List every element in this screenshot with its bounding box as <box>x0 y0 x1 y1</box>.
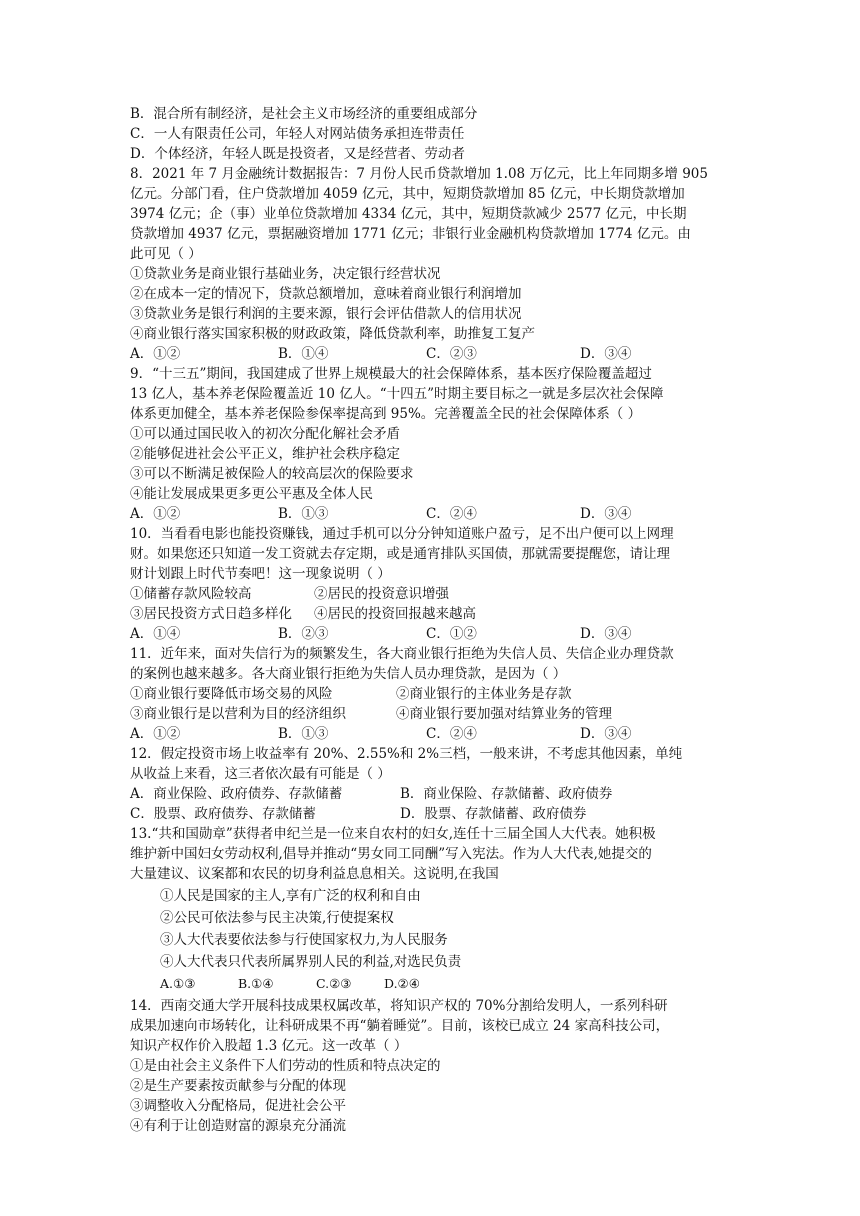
q13-stem-line: 维护新中国妇女劳动权利,倡导并推动“男女同工同酬”写入宪法。作为人大代表,她提交的 <box>130 846 652 862</box>
q11-items-row <box>130 704 730 724</box>
q9-stem-line: 体系更加健全，基本养老保险参保率提高到 95%。完善覆盖全民的社会保障体系（ ） <box>130 406 642 422</box>
q10-stem-line: 10．当看看电影也能投资赚钱，通过手机可以分分钟知道账户盈亏，足不出户便可以上网理 <box>130 526 674 542</box>
q11-item: ①商业银行要降低市场交易的风险 <box>130 686 333 702</box>
q11-options <box>130 724 730 744</box>
q9-options <box>130 504 730 524</box>
q11-option-a[interactable]: A．①② <box>130 726 181 742</box>
q13-option-c[interactable]: C.②③ <box>316 976 352 991</box>
q9-option-c[interactable]: C．②④ <box>426 506 477 522</box>
q9-option-b[interactable]: B．①③ <box>278 506 329 522</box>
q10-items-row <box>130 604 730 624</box>
q13-option-a[interactable]: A.①③ <box>160 976 196 991</box>
q10-option-a[interactable]: A．①④ <box>130 626 181 642</box>
q10-item: ③居民投资方式日趋多样化 <box>130 606 292 622</box>
q10-item: ②居民的投资意识增强 <box>314 586 449 602</box>
q7-option-c: C．一人有限责任公司，年轻人对网站债务承担连带责任 <box>130 126 465 142</box>
q11-option-d[interactable]: D．③④ <box>580 726 632 742</box>
q9-stem-line: 13 亿人，基本养老保险覆盖近 10 亿人。“十四五”时期主要目标之一就是多层次社会保障 <box>130 386 664 402</box>
q8-item: ③贷款业务是银行利润的主要来源，银行会评估借款人的信用状况 <box>130 306 522 322</box>
q14-stem-line: 14．西南交通大学开展科技成果权属改革，将知识产权的 70%分割给发明人，一系列科研 <box>130 998 668 1014</box>
q12-options-row <box>130 784 730 804</box>
q9-item: ①可以通过国民收入的初次分配化解社会矛盾 <box>130 426 400 442</box>
q13-item: ②公民可依法参与民主决策,行使提案权 <box>160 910 394 926</box>
q12-option-d[interactable]: D．股票、存款储蓄、政府债券 <box>400 806 587 822</box>
q7-option-b: B．混合所有制经济，是社会主义市场经济的重要组成部分 <box>130 106 478 122</box>
q10-option-c[interactable]: C．①② <box>426 626 477 642</box>
q8-stem-line: 8．2021 年 7 月金融统计数据报告：7 月份人民币贷款增加 1.08 万亿元，比上年同期多增 905 <box>130 166 708 182</box>
q13-options <box>160 974 560 994</box>
q13-item: ③人大代表要依法参与行使国家权力,为人民服务 <box>160 932 448 948</box>
q8-stem-line: 此可见（ ） <box>130 246 202 262</box>
q8-stem-line: 亿元。分部门看，住户贷款增加 4059 亿元，其中，短期贷款增加 85 亿元，中长期贷款增加 <box>130 186 685 202</box>
q9-item: ④能让发展成果更多更公平惠及全体人民 <box>130 486 373 502</box>
q13-stem-line: 13.“共和国勋章”获得者申纪兰是一位来自农村的妇女,连任十三届全国人大代表。她积极 <box>130 826 656 842</box>
q9-stem-line: 9．“十三五”期间，我国建成了世界上规模最大的社会保障体系，基本医疗保险覆盖超过 <box>130 366 652 382</box>
q14-item: ③调整收入分配格局，促进社会公平 <box>130 1098 346 1114</box>
q11-stem-line: 的案例也越来越多。各大商业银行拒绝为失信人员办理贷款，是因为（ ） <box>130 666 567 682</box>
q12-option-a[interactable]: A．商业保险、政府债券、存款储蓄 <box>130 786 343 802</box>
q13-item: ④人大代表只代表所属界别人民的利益,对选民负责 <box>160 954 462 970</box>
q10-item: ④居民的投资回报越来越高 <box>314 606 476 622</box>
q11-item: ②商业银行的主体业务是存款 <box>396 686 572 702</box>
q10-items-row <box>130 584 730 604</box>
q8-option-b[interactable]: B．①④ <box>278 346 329 362</box>
q8-item: ②在成本一定的情况下，贷款总额增加，意味着商业银行利润增加 <box>130 286 522 302</box>
q9-option-a[interactable]: A．①② <box>130 506 181 522</box>
q7-option-d: D．个体经济，年轻人既是投资者，又是经营者、劳动者 <box>130 146 465 162</box>
q8-stem-line: 贷款增加 4937 亿元，票据融资增加 1771 亿元；非银行业金融机构贷款增加 1774 亿元。由 <box>130 226 691 242</box>
q11-stem-line: 11．近年来，面对失信行为的频繁发生，各大商业银行拒绝为失信人员、失信企业办理贷款 <box>130 646 674 662</box>
q11-option-b[interactable]: B．①③ <box>278 726 329 742</box>
q8-option-a[interactable]: A．①② <box>130 346 181 362</box>
q14-stem-line: 成果加速向市场转化，让科研成果不再“躺着睡觉”。目前，该校已成立 24 家高科技公司， <box>130 1018 670 1034</box>
q10-option-b[interactable]: B．②③ <box>278 626 329 642</box>
q10-item: ①储蓄存款风险较高 <box>130 586 252 602</box>
q8-option-d[interactable]: D．③④ <box>580 346 632 362</box>
q9-item: ③可以不断满足被保险人的较高层次的保险要求 <box>130 466 414 482</box>
q13-item: ①人民是国家的主人,享有广泛的权利和自由 <box>160 888 421 904</box>
q8-item: ④商业银行落实国家积极的财政政策，降低贷款利率，助推复工复产 <box>130 326 535 342</box>
q12-option-c[interactable]: C．股票、政府债券、存款储蓄 <box>130 806 316 822</box>
q14-item: ④有利于让创造财富的源泉充分涌流 <box>130 1118 346 1134</box>
q13-stem-line: 大量建议、议案都和农民的切身利益息息相关。这说明,在我国 <box>130 866 499 882</box>
q14-item: ①是由社会主义条件下人们劳动的性质和特点决定的 <box>130 1058 441 1074</box>
q14-stem-line: 知识产权作价入股超 1.3 亿元。这一改革（ ） <box>130 1038 408 1054</box>
q14-item: ②是生产要素按贡献参与分配的体现 <box>130 1078 346 1094</box>
q11-item: ③商业银行是以营利为目的经济组织 <box>130 706 346 722</box>
q12-options-row <box>130 804 730 824</box>
q11-items-row <box>130 684 730 704</box>
q11-option-c[interactable]: C．②④ <box>426 726 477 742</box>
q13-option-b[interactable]: B.①④ <box>238 976 274 991</box>
q11-item: ④商业银行要加强对结算业务的管理 <box>396 706 612 722</box>
q13-option-d[interactable]: D.②④ <box>384 976 420 991</box>
q10-stem-line: 财计划跟上时代节奏吧！这一现象说明（ ） <box>130 566 391 582</box>
q9-item: ②能够促进社会公平正义，维护社会秩序稳定 <box>130 446 400 462</box>
q8-stem-line: 3974 亿元；企（事）业单位贷款增加 4334 亿元，其中，短期贷款减少 2577 亿元，中长期 <box>130 206 687 222</box>
q12-option-b[interactable]: B．商业保险、存款储蓄、政府债券 <box>400 786 613 802</box>
q10-option-d[interactable]: D．③④ <box>580 626 632 642</box>
q8-item: ①贷款业务是商业银行基础业务，决定银行经营状况 <box>130 266 441 282</box>
q12-stem-line: 12．假定投资市场上收益率有 20%、2.55%和 2%三档，一般来讲，不考虑其他因素，单纯 <box>130 746 683 762</box>
q9-option-d[interactable]: D．③④ <box>580 506 632 522</box>
q8-options <box>130 344 730 364</box>
q8-option-c[interactable]: C．②③ <box>426 346 477 362</box>
q10-options <box>130 624 730 644</box>
q12-stem-line: 从收益上来看，这三者依次最有可能是（ ） <box>130 766 391 782</box>
q10-stem-line: 财。如果您还只知道一发工资就去存定期，或是通宵排队买国债，那就需要提醒您，请让理 <box>130 546 670 562</box>
